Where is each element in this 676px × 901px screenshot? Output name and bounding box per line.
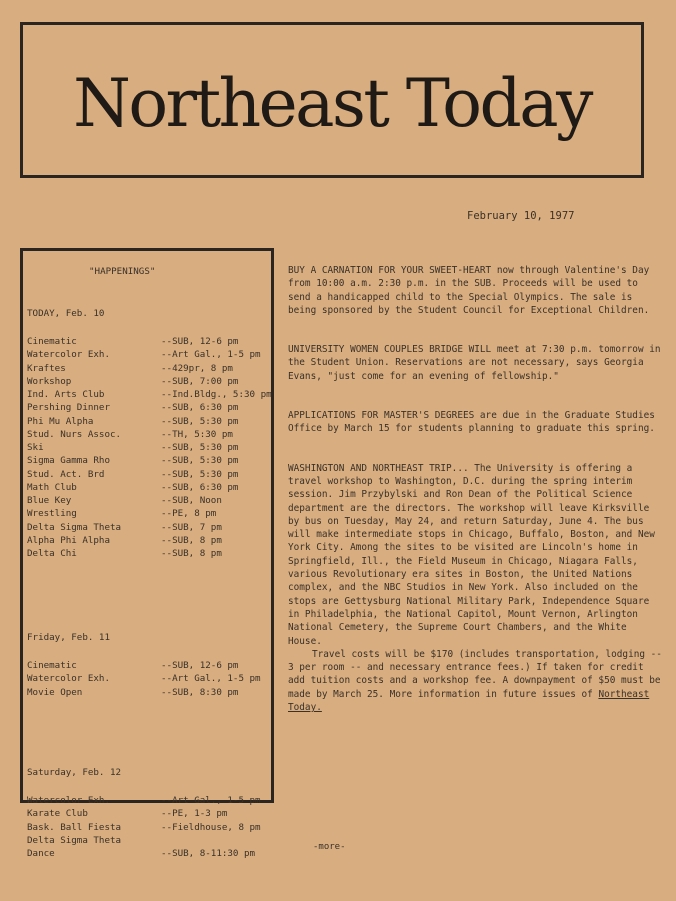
event-row (27, 807, 267, 820)
happenings-box (20, 248, 274, 859)
article-body-continued: Travel costs will be $170 (includes transportation, lodging -- 3 per room -- and necessary entrance fees.) If taken for credit add tuition costs and a workshop fee. A downpayment of $50 must be made by March 25. More information in future issues of (288, 648, 662, 700)
event-detail: --SUB, 5:30 pm (161, 442, 239, 453)
event-name: Watercolor Exh. (27, 349, 110, 361)
event-detail: --SUB, 12-6 pm (161, 660, 239, 671)
article-body: The University is offering a travel workshop to Washington, D.C. during the spring interim session. Jim Przybylski and Ron Dean of the Political Science department are the directors. The workshop will leave Kirksville by bus on Tuesday, May 24, and return Saturday, June 4. The bus will make intermediate stops in Chicago, Buffalo, Boston, and New York City. Among the sites to be visited are Lincoln's home in Springfield, Ill., the Field Museum in Chicago, Niagara Falls, various Revolutionary era sites in Boston, the United Nations complex, and the NBC Studios in New York. Also included on the stops are Gettysburg National Military Park, Independence Square in Philadelphia, the National Capitol, Mount Vernon, Arlington National Cemetery, the Supreme Court Chambers, and the White House. (288, 462, 655, 647)
event-name: Bask. Ball Fiesta (27, 821, 122, 833)
article-washington-trip (288, 462, 662, 715)
event-row (27, 481, 267, 494)
event-name: Sigma Gamma Rho (27, 455, 110, 467)
event-detail: --SUB, 5:30 pm (161, 415, 239, 427)
event-row (27, 672, 267, 685)
event-detail: --SUB, 5:30 pm (161, 455, 239, 467)
event-detail: --Art Gal., 1-5 pm (161, 349, 261, 361)
day-heading: Saturday, Feb. 12 (27, 767, 122, 778)
event-name: Karate Club (27, 808, 88, 820)
event-detail: --Art Gal., 1-5 pm (161, 673, 261, 685)
event-row (27, 401, 267, 414)
event-name: Wrestling (27, 508, 77, 520)
event-name: Cinematic (27, 660, 77, 671)
masthead-title: Northeast Today (73, 65, 591, 142)
event-row (27, 454, 267, 467)
event-row (27, 686, 267, 699)
event-name: Workshop (27, 375, 72, 387)
event-name: Dance (27, 848, 55, 859)
event-detail: --SUB, 5:30 pm (161, 468, 239, 480)
event-row (27, 415, 267, 428)
event-row (27, 534, 267, 547)
event-name: Pershing Dinner (27, 402, 110, 414)
event-detail: --429pr, 8 pm (161, 362, 233, 374)
event-detail: --Art Gal., 1-5 pm (161, 795, 261, 806)
masthead (20, 22, 644, 178)
article-lead: BUY A CARNATION FOR YOUR SWEET-HEART (288, 265, 492, 276)
event-row (27, 335, 267, 348)
event-detail: --SUB, 8-11:30 pm (161, 848, 256, 859)
article-applications (288, 409, 662, 436)
news-column (288, 264, 662, 740)
event-row (27, 441, 267, 454)
event-row (27, 348, 267, 361)
event-name: Alpha Phi Alpha (27, 534, 110, 546)
event-name: Ski (27, 442, 44, 453)
article-carnation (288, 264, 662, 317)
event-detail: --SUB, 8 pm (161, 548, 222, 559)
event-row (27, 834, 267, 847)
event-detail: --SUB, 8 pm (161, 534, 222, 546)
event-detail: --SUB, 7:00 pm (161, 375, 239, 387)
event-name: Cinematic (27, 336, 77, 347)
event-detail: --SUB, 7 pm (161, 521, 222, 533)
event-name: Delta Chi (27, 548, 77, 559)
publication-reference: Northeast Today. (288, 688, 650, 714)
event-detail: --SUB, 12-6 pm (161, 336, 239, 347)
event-name: Blue Key (27, 495, 72, 506)
event-row (27, 507, 267, 520)
event-row (27, 521, 267, 534)
event-detail: --SUB, 8:30 pm (161, 686, 239, 698)
event-row (27, 468, 267, 481)
issue-date: February 10, 1977 (467, 210, 575, 222)
event-name: Math Club (27, 481, 77, 493)
event-detail: --Ind.Bldg., 5:30 pm (161, 389, 272, 400)
event-row (27, 375, 267, 388)
article-bridge (288, 343, 662, 383)
event-name: Watercolor Exh. (27, 673, 110, 685)
event-row (27, 388, 272, 401)
event-row (27, 821, 267, 834)
event-detail: --TH, 5:30 pm (161, 428, 233, 440)
event-row (27, 494, 267, 507)
event-name: Stud. Nurs Assoc. (27, 428, 122, 440)
event-row (27, 547, 267, 560)
happenings-title: "HAPPENINGS" (89, 266, 156, 277)
event-detail: --PE, 8 pm (161, 508, 217, 520)
event-name: Ind. Arts Club (27, 389, 105, 400)
event-row (27, 847, 267, 860)
event-name: Delta Sigma Theta (27, 521, 122, 533)
event-name: Watercolor Exh. (27, 795, 110, 806)
event-detail: --Fieldhouse, 8 pm (161, 821, 261, 833)
event-name: Delta Sigma Theta (27, 834, 122, 846)
article-body: now through Valentine's Day from 10:00 a.m. 2:30 p.m. in the SUB. Proceeds will be used to send a handicapped child to the Special Olympics. The sale is being sponsored by the Student Council for Exceptional Children. (288, 265, 650, 316)
event-detail: --SUB, Noon (161, 495, 222, 506)
article-lead: UNIVERSITY WOMEN COUPLES BRIDGE WILL (288, 344, 492, 356)
article-lead: WASHINGTON AND NORTHEAST TRIP... (288, 462, 469, 474)
event-row (27, 659, 267, 672)
event-name: Movie Open (27, 686, 83, 698)
event-detail: --SUB, 6:30 pm (161, 402, 239, 414)
day-heading: TODAY, Feb. 10 (27, 308, 105, 319)
event-name: Phi Mu Alpha (27, 415, 94, 427)
article-body: meet at 7:30 p.m. tomorrow in the Student Union. Reservations are not necessary, says Georgia Evans, "just come for an evening of fellowship." (288, 344, 661, 382)
event-detail: --SUB, 6:30 pm (161, 481, 239, 493)
event-detail: --PE, 1-3 pm (161, 808, 228, 820)
event-row (27, 794, 267, 807)
page-folio: -more- (313, 842, 346, 852)
day-heading: Friday, Feb. 11 (27, 632, 110, 643)
event-name: Stud. Act. Brd (27, 468, 105, 480)
event-name: Kraftes (27, 362, 66, 374)
article-lead: APPLICATIONS FOR MASTER'S DEGREES (288, 410, 475, 422)
event-row (27, 362, 267, 375)
article-body: are due in the Graduate Studies Office by March 15 for students planning to graduate this spring. (288, 410, 655, 435)
event-row (27, 428, 267, 441)
